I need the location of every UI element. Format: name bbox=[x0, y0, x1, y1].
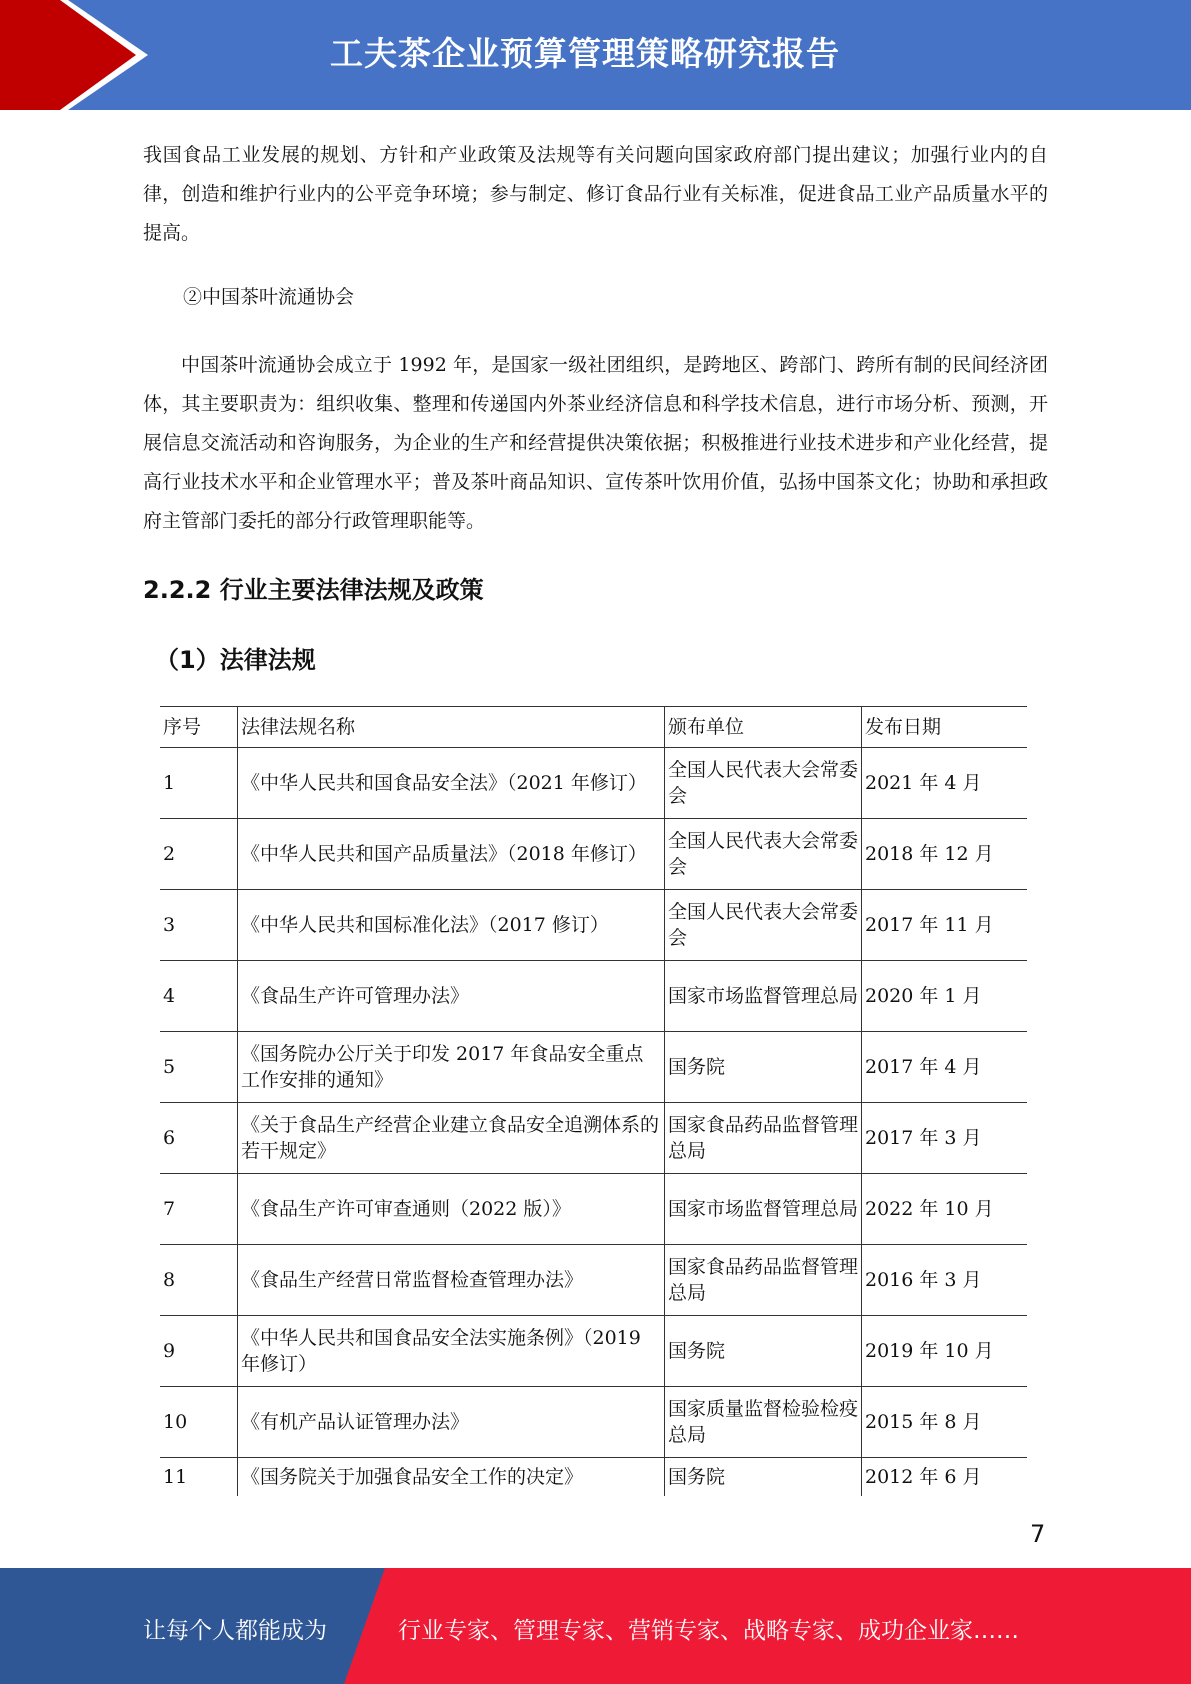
footer-slogan-right: 行业专家、管理专家、营销专家、战略专家、成功企业家…… bbox=[398, 1618, 1019, 1644]
sub-heading: （1）法律法规 bbox=[155, 646, 316, 674]
law-name: 《食品生产许可管理办法》 bbox=[238, 961, 665, 1032]
issue-date: 2020 年 1 月 bbox=[862, 961, 1028, 1032]
table-header-row bbox=[160, 707, 1027, 748]
issuing-body: 国家市场监督管理总局 bbox=[665, 961, 862, 1032]
laws-table bbox=[160, 706, 1027, 1496]
table-row bbox=[160, 1174, 1027, 1245]
section-heading: 2.2.2 行业主要法律法规及政策 bbox=[143, 576, 484, 604]
issue-date: 2017 年 11 月 bbox=[862, 890, 1028, 961]
row-number: 10 bbox=[160, 1387, 238, 1458]
issue-date: 2021 年 4 月 bbox=[862, 748, 1028, 819]
issue-date: 2018 年 12 月 bbox=[862, 819, 1028, 890]
issuing-body: 国家市场监督管理总局 bbox=[665, 1174, 862, 1245]
table-row bbox=[160, 1387, 1027, 1458]
paragraph: 我国食品工业发展的规划、方针和产业政策及法规等有关问题向国家政府部门提出建议；加强行业内的自律，创造和维护行业内的公平竞争环境；参与制定、修订食品行业有关标准，促进食品工业产品质量水平的提高。 bbox=[143, 144, 1048, 244]
column-header: 发布日期 bbox=[862, 707, 1028, 748]
issue-date: 2017 年 3 月 bbox=[862, 1103, 1028, 1174]
law-name: 《关于食品生产经营企业建立食品安全追溯体系的若干规定》 bbox=[238, 1103, 665, 1174]
report-title: 工夫茶企业预算管理策略研究报告 bbox=[330, 34, 840, 73]
column-header: 序号 bbox=[160, 707, 238, 748]
issuing-body: 全国人民代表大会常委会 bbox=[665, 748, 862, 819]
issue-date: 2016 年 3 月 bbox=[862, 1245, 1028, 1316]
row-number: 5 bbox=[160, 1032, 238, 1103]
table-row bbox=[160, 1316, 1027, 1387]
table-row bbox=[160, 890, 1027, 961]
law-name: 《食品生产许可审查通则（2022 版）》 bbox=[238, 1174, 665, 1245]
red-chevron-icon bbox=[0, 0, 140, 110]
issuing-body: 国务院 bbox=[665, 1032, 862, 1103]
law-name: 《国务院办公厅关于印发 2017 年食品安全重点工作安排的通知》 bbox=[238, 1032, 665, 1103]
row-number: 1 bbox=[160, 748, 238, 819]
law-name: 《食品生产经营日常监督检查管理办法》 bbox=[238, 1245, 665, 1316]
issuing-body: 国家食品药品监督管理总局 bbox=[665, 1103, 862, 1174]
row-number: 7 bbox=[160, 1174, 238, 1245]
row-number: 3 bbox=[160, 890, 238, 961]
issue-date: 2019 年 10 月 bbox=[862, 1316, 1028, 1387]
law-name: 《国务院关于加强食品安全工作的决定》 bbox=[238, 1458, 665, 1497]
issuing-body: 国务院 bbox=[665, 1458, 862, 1497]
table-row bbox=[160, 1032, 1027, 1103]
law-name: 《有机产品认证管理办法》 bbox=[238, 1387, 665, 1458]
table-row bbox=[160, 1458, 1027, 1497]
column-header: 颁布单位 bbox=[665, 707, 862, 748]
row-number: 11 bbox=[160, 1458, 238, 1497]
paragraph: 中国茶叶流通协会成立于 1992 年，是国家一级社团组织，是跨地区、跨部门、跨所有制的民间经济团体，其主要职责为：组织收集、整理和传递国内外茶业经济信息和科学技术信息，进行市场分析、预测，开展信息交流活动和咨询服务，为企业的生产和经营提供决策依据；积极推进行业技术进步和产业化经营，提高行业技术水平和企业管理水平；普及茶叶商品知识、宣传茶叶饮用价值，弘扬中国茶文化；协助和承担政府主管部门委托的部分行政管理职能等。 bbox=[143, 354, 1048, 532]
column-header: 法律法规名称 bbox=[238, 707, 665, 748]
row-number: 9 bbox=[160, 1316, 238, 1387]
row-number: 6 bbox=[160, 1103, 238, 1174]
issuing-body: 全国人民代表大会常委会 bbox=[665, 890, 862, 961]
issue-date: 2022 年 10 月 bbox=[862, 1174, 1028, 1245]
footer-slogan-left: 让每个人都能成为 bbox=[143, 1618, 327, 1644]
page-header bbox=[0, 0, 1191, 110]
issuing-body: 国家质量监督检验检疫总局 bbox=[665, 1387, 862, 1458]
issuing-body: 国务院 bbox=[665, 1316, 862, 1387]
page-number: 7 bbox=[1030, 1520, 1046, 1548]
table-row bbox=[160, 961, 1027, 1032]
row-number: 8 bbox=[160, 1245, 238, 1316]
table-row bbox=[160, 1245, 1027, 1316]
table-row bbox=[160, 819, 1027, 890]
table-row bbox=[160, 748, 1027, 819]
law-name: 《中华人民共和国食品安全法》（2021 年修订） bbox=[238, 748, 665, 819]
page-footer bbox=[0, 1568, 1191, 1684]
row-number: 2 bbox=[160, 819, 238, 890]
table-row bbox=[160, 1103, 1027, 1174]
issuing-body: 国家食品药品监督管理总局 bbox=[665, 1245, 862, 1316]
issuing-body: 全国人民代表大会常委会 bbox=[665, 819, 862, 890]
issue-date: 2012 年 6 月 bbox=[862, 1458, 1028, 1497]
issue-date: 2015 年 8 月 bbox=[862, 1387, 1028, 1458]
row-number: 4 bbox=[160, 961, 238, 1032]
subsection-label: ②中国茶叶流通协会 bbox=[183, 286, 355, 308]
law-name: 《中华人民共和国食品安全法实施条例》（2019 年修订） bbox=[238, 1316, 665, 1387]
law-name: 《中华人民共和国标准化法》（2017 修订） bbox=[238, 890, 665, 961]
issue-date: 2017 年 4 月 bbox=[862, 1032, 1028, 1103]
law-name: 《中华人民共和国产品质量法》（2018 年修订） bbox=[238, 819, 665, 890]
